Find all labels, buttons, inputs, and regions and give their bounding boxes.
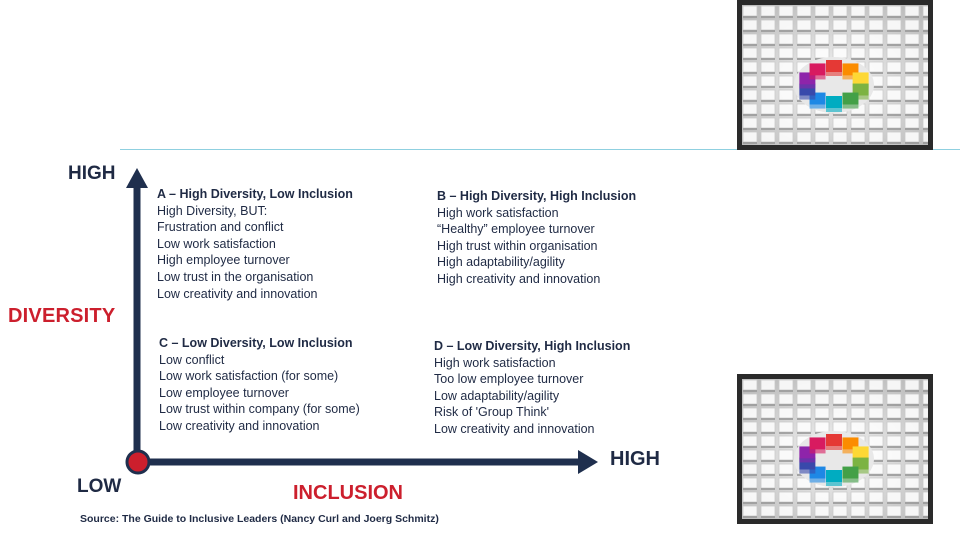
quadrant-d-title: D – Low Diversity, High Inclusion xyxy=(434,339,631,353)
x-axis-high-label: HIGH xyxy=(610,448,660,470)
quadrant-list-item: “Healthy” employee turnover xyxy=(437,222,595,237)
quadrant-list-item: Low employee turnover xyxy=(159,385,289,400)
quadrant-list-item: High trust within organisation xyxy=(437,238,598,253)
quadrant-list-item: Low adaptability/agility xyxy=(434,388,560,403)
x-axis-title: INCLUSION xyxy=(293,482,403,504)
quadrant-list-item: Low creativity and innovation xyxy=(157,286,318,301)
quadrant-b-title: B – High Diversity, High Inclusion xyxy=(437,189,637,203)
quadrant-d xyxy=(434,338,630,438)
quadrant-list-item: Low creativity and innovation xyxy=(159,418,320,433)
quadrant-list-item: Risk of 'Group Think' xyxy=(434,405,550,420)
y-axis-high-label: HIGH xyxy=(68,163,116,184)
source-citation: Source: The Guide to Inclusive Leaders (Nancy Curl and Joerg Schmitz) xyxy=(80,513,439,525)
origin-dot xyxy=(127,451,149,473)
quadrant-list-item: Low trust in the organisation xyxy=(157,269,314,284)
quadrant-list-item: Low trust within company (for some) xyxy=(159,402,360,417)
quadrant-list-item: High work satisfaction xyxy=(434,355,556,370)
quadrant-list-item: High adaptability/agility xyxy=(437,255,565,270)
y-axis-arrowhead xyxy=(126,168,148,188)
quadrant-list-item: High Diversity, BUT: xyxy=(157,203,268,218)
quadrant-list-item: Low work satisfaction (for some) xyxy=(159,369,339,384)
quadrant-a xyxy=(157,186,353,302)
quadrant-a-list xyxy=(157,203,353,303)
x-axis-arrowhead xyxy=(578,450,598,474)
quadrant-c-list xyxy=(159,352,360,435)
quadrant-list-item: Low conflict xyxy=(159,352,225,367)
quadrant-list-item: Too low employee turnover xyxy=(434,372,584,387)
quadrant-list-item: Low creativity and innovation xyxy=(434,421,595,436)
quadrant-a-title: A – High Diversity, Low Inclusion xyxy=(157,187,353,201)
quadrant-d-list xyxy=(434,355,630,438)
quadrant-b-list xyxy=(437,205,636,288)
quadrant-b xyxy=(437,188,636,288)
quadrant-c xyxy=(159,335,360,435)
quadrant-list-item: High work satisfaction xyxy=(437,205,559,220)
y-axis-title: DIVERSITY xyxy=(8,305,116,327)
quadrant-list-item: High employee turnover xyxy=(157,253,290,268)
quadrant-c-title: C – Low Diversity, Low Inclusion xyxy=(159,336,353,350)
quadrant-list-item: High creativity and innovation xyxy=(437,271,601,286)
quadrant-list-item: Frustration and conflict xyxy=(157,220,284,235)
origin-low-label: LOW xyxy=(77,476,122,497)
quadrant-list-item: Low work satisfaction xyxy=(157,236,276,251)
